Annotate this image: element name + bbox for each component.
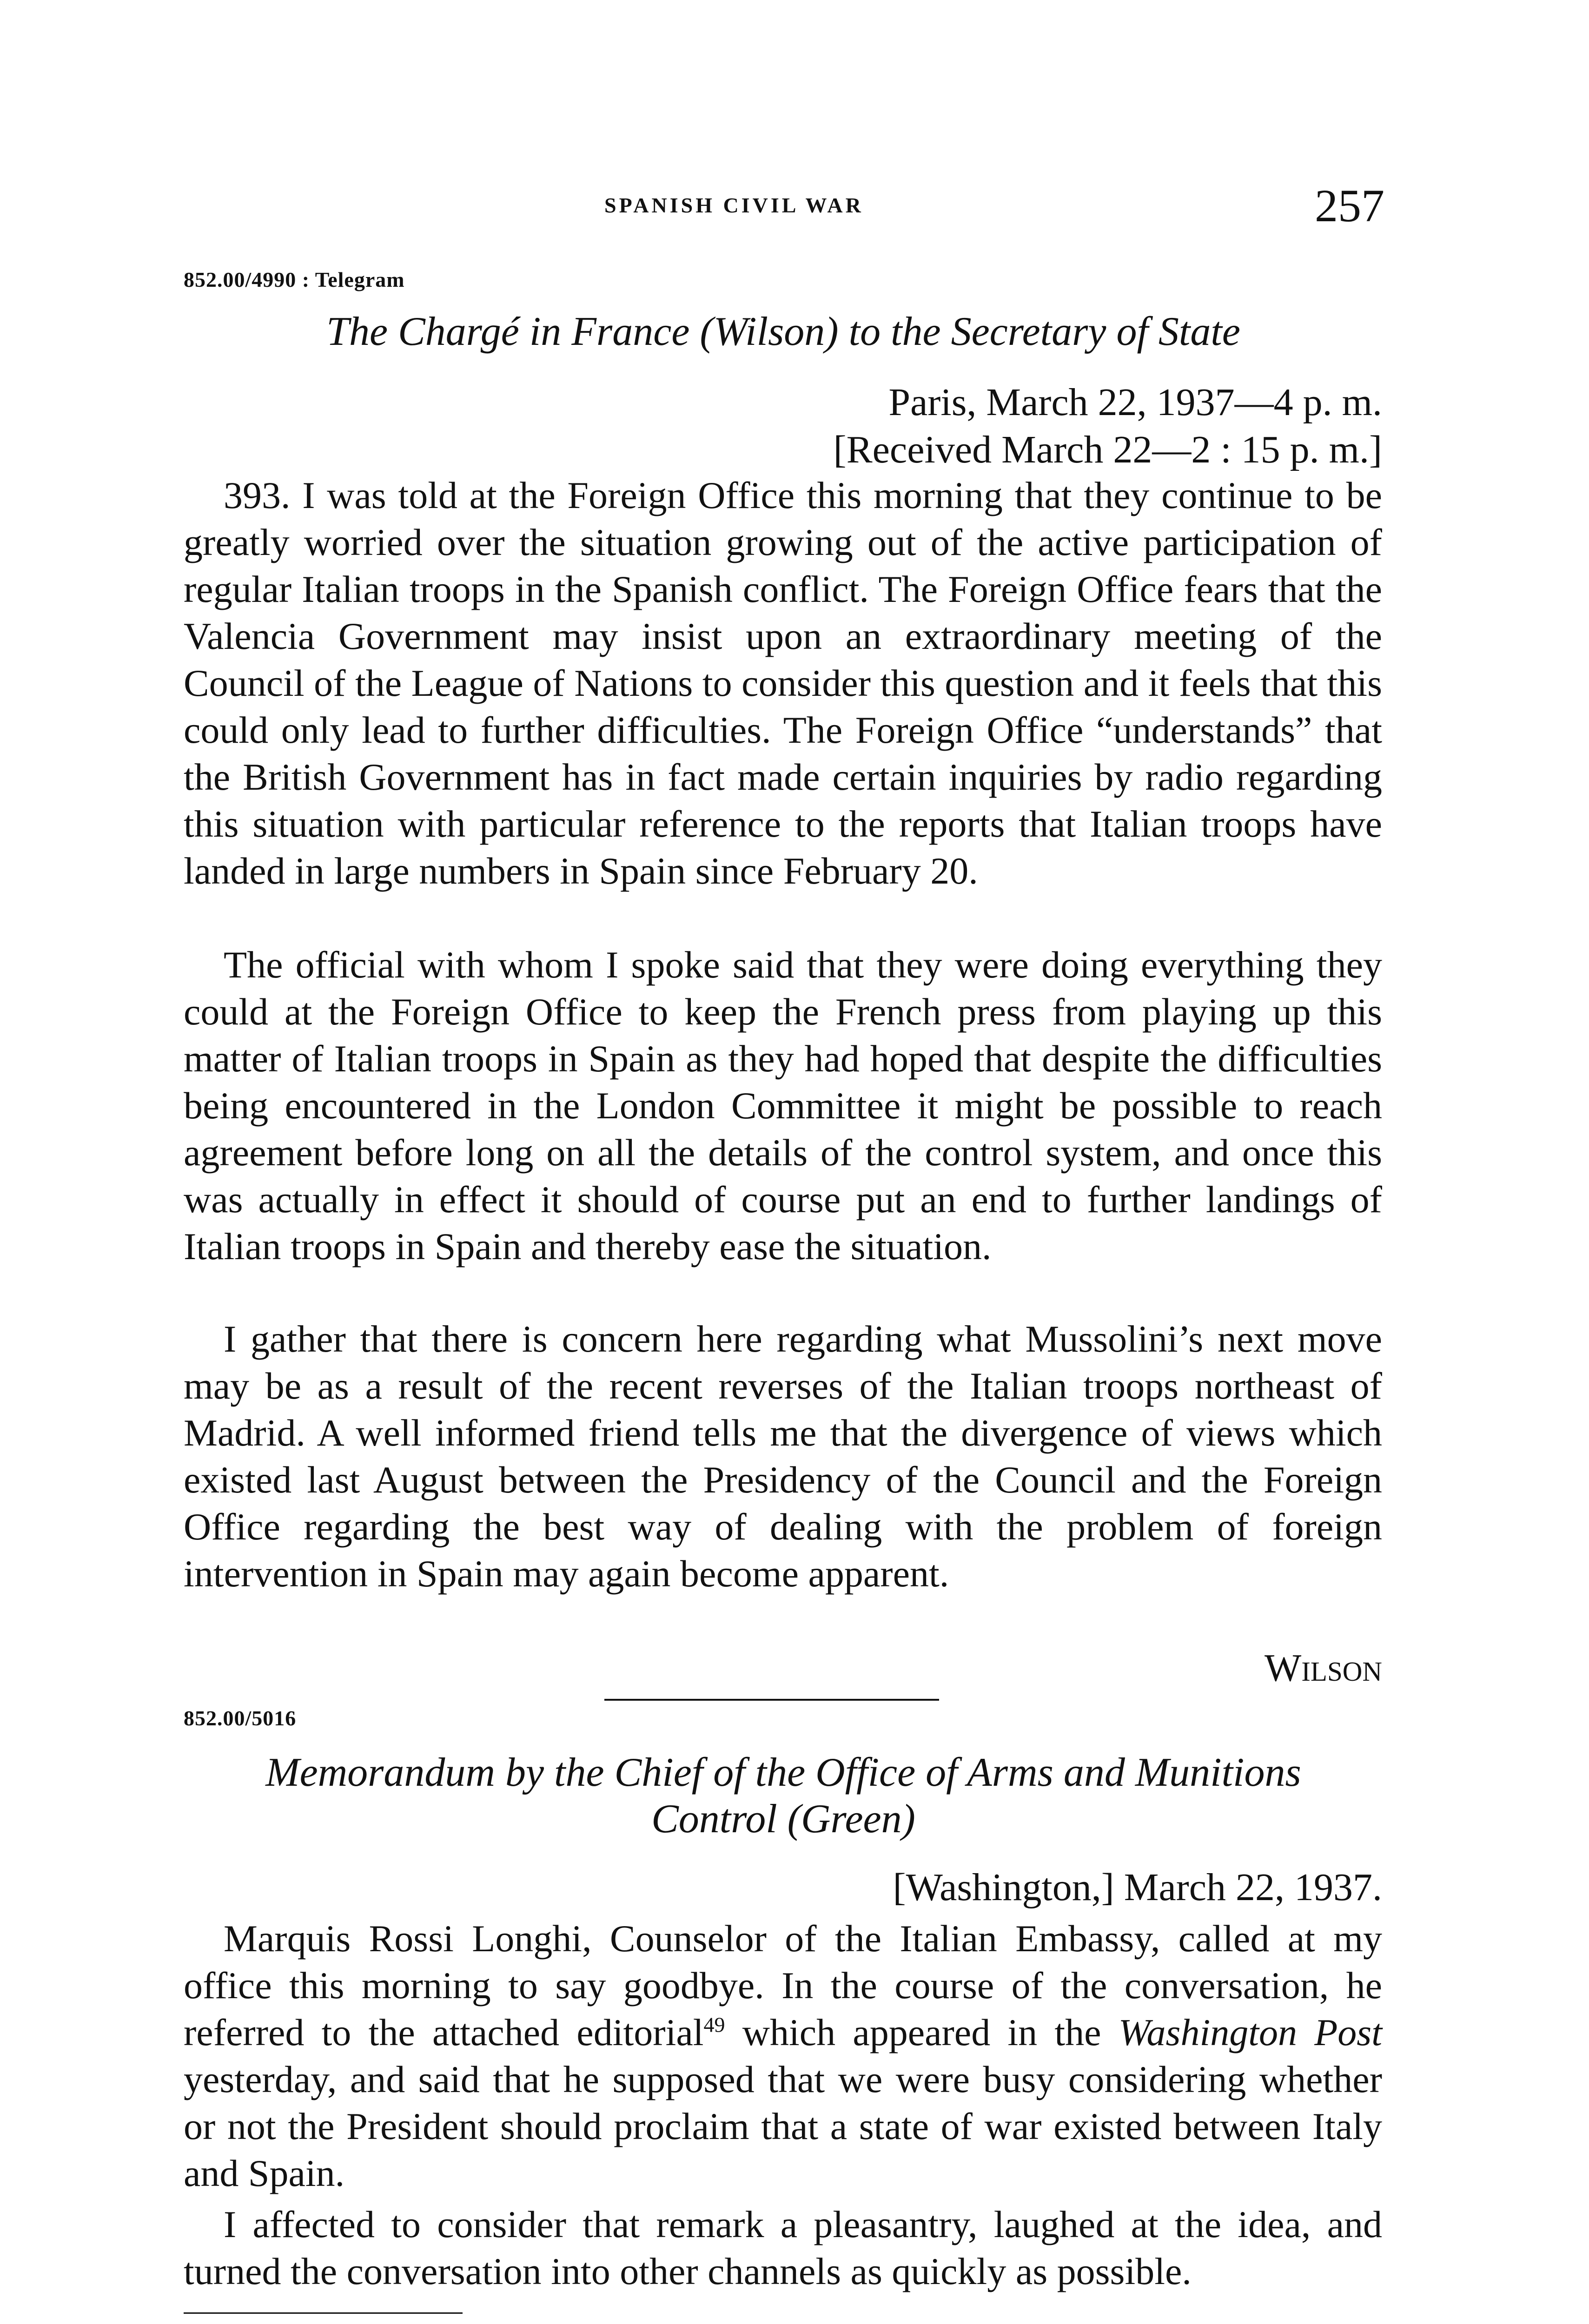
file-id-2: 852.00/5016 — [184, 1706, 297, 1730]
signature-wilson: Wilson — [1265, 1646, 1382, 1690]
newspaper-title: Washington Post — [1118, 2011, 1382, 2053]
paragraph-official: The official with whom I spoke said that they were doing everything they could at the Foreign Office to keep the French press from playing up this matter of Italian troops in Spain as they had hoped that despite the difficulties being encountered in the London Committee it might be possible to reach agreement before long on all the details of the control system, and once this was actually in effect it should of course put an end to further landings of Italian troops in Spain and thereby ease the situation. — [184, 944, 1382, 1268]
footnote-reference: 49 — [703, 2013, 725, 2037]
page-number: 257 — [1315, 180, 1384, 231]
section-divider — [604, 1699, 939, 1701]
paragraph-text-mid: which appeared in the — [725, 2011, 1119, 2053]
paragraph-text-start: Marquis Rossi Longhi, Counselor of the Italian Embassy, called at my office this morning to say goodbye. In the course of the conversation, he referred to the attached editorial — [184, 1917, 1382, 2053]
file-id-1: 852.00/4990 : Telegram — [184, 268, 405, 291]
footnote-rule — [184, 2312, 463, 2314]
paragraph-393: 393. I was told at the Foreign Office this morning that they continue to be greatly worried over the situation growing out of the active participation of regular Italian troops in the Spanish conflict. The Foreign Office fears that the Valencia Government may insist upon an extraordinary meeting of the Council of the League of Nations to consider this question and it feels that this could only lead to further difficulties. The Foreign Office “understands” that the British Government has in fact made certain inquiries by radio regarding this situation with particular reference to the reports that Italian troops have landed in large numbers in Spain since February 20. — [184, 474, 1382, 892]
running-title: SPANISH CIVIL WAR — [604, 193, 864, 217]
paragraph-mussolini: I gather that there is concern here regarding what Mussolini’s next move may be as a result of the recent reverses of the Italian troops northeast of Madrid. A well informed friend tells me that the divergence of views which existed last August between the Presidency of the Council and the Foreign Office regarding the best way of dealing with the problem of foreign intervention in Spain may again become apparent. — [184, 1318, 1382, 1595]
dateline-2: [Washington,] March 22, 1937. — [893, 1866, 1382, 1909]
doc-title-1: The Chargé in France (Wilson) to the Secretary of State — [326, 309, 1240, 354]
dateline-received: [Received March 22—2 : 15 p. m.] — [833, 428, 1382, 471]
doc-title-2-line-1: Memorandum by the Chief of the Office of Arms and Munitions — [265, 1750, 1301, 1795]
dateline-1: Paris, March 22, 1937—4 p. m. — [888, 381, 1382, 424]
paragraph-pleasantry: I affected to consider that remark a pleasantry, laughed at the idea, and turned the conversation into other channels as quickly as possible. — [184, 2203, 1382, 2292]
paragraph-rossi-longhi — [184, 1915, 1382, 2197]
paragraph-text-end: yesterday, and said that he supposed that we were busy considering whether or not the President should proclaim that a state of war existed between Italy and Spain. — [184, 2058, 1382, 2194]
doc-title-2-line-2: Control (Green) — [651, 1796, 915, 1842]
